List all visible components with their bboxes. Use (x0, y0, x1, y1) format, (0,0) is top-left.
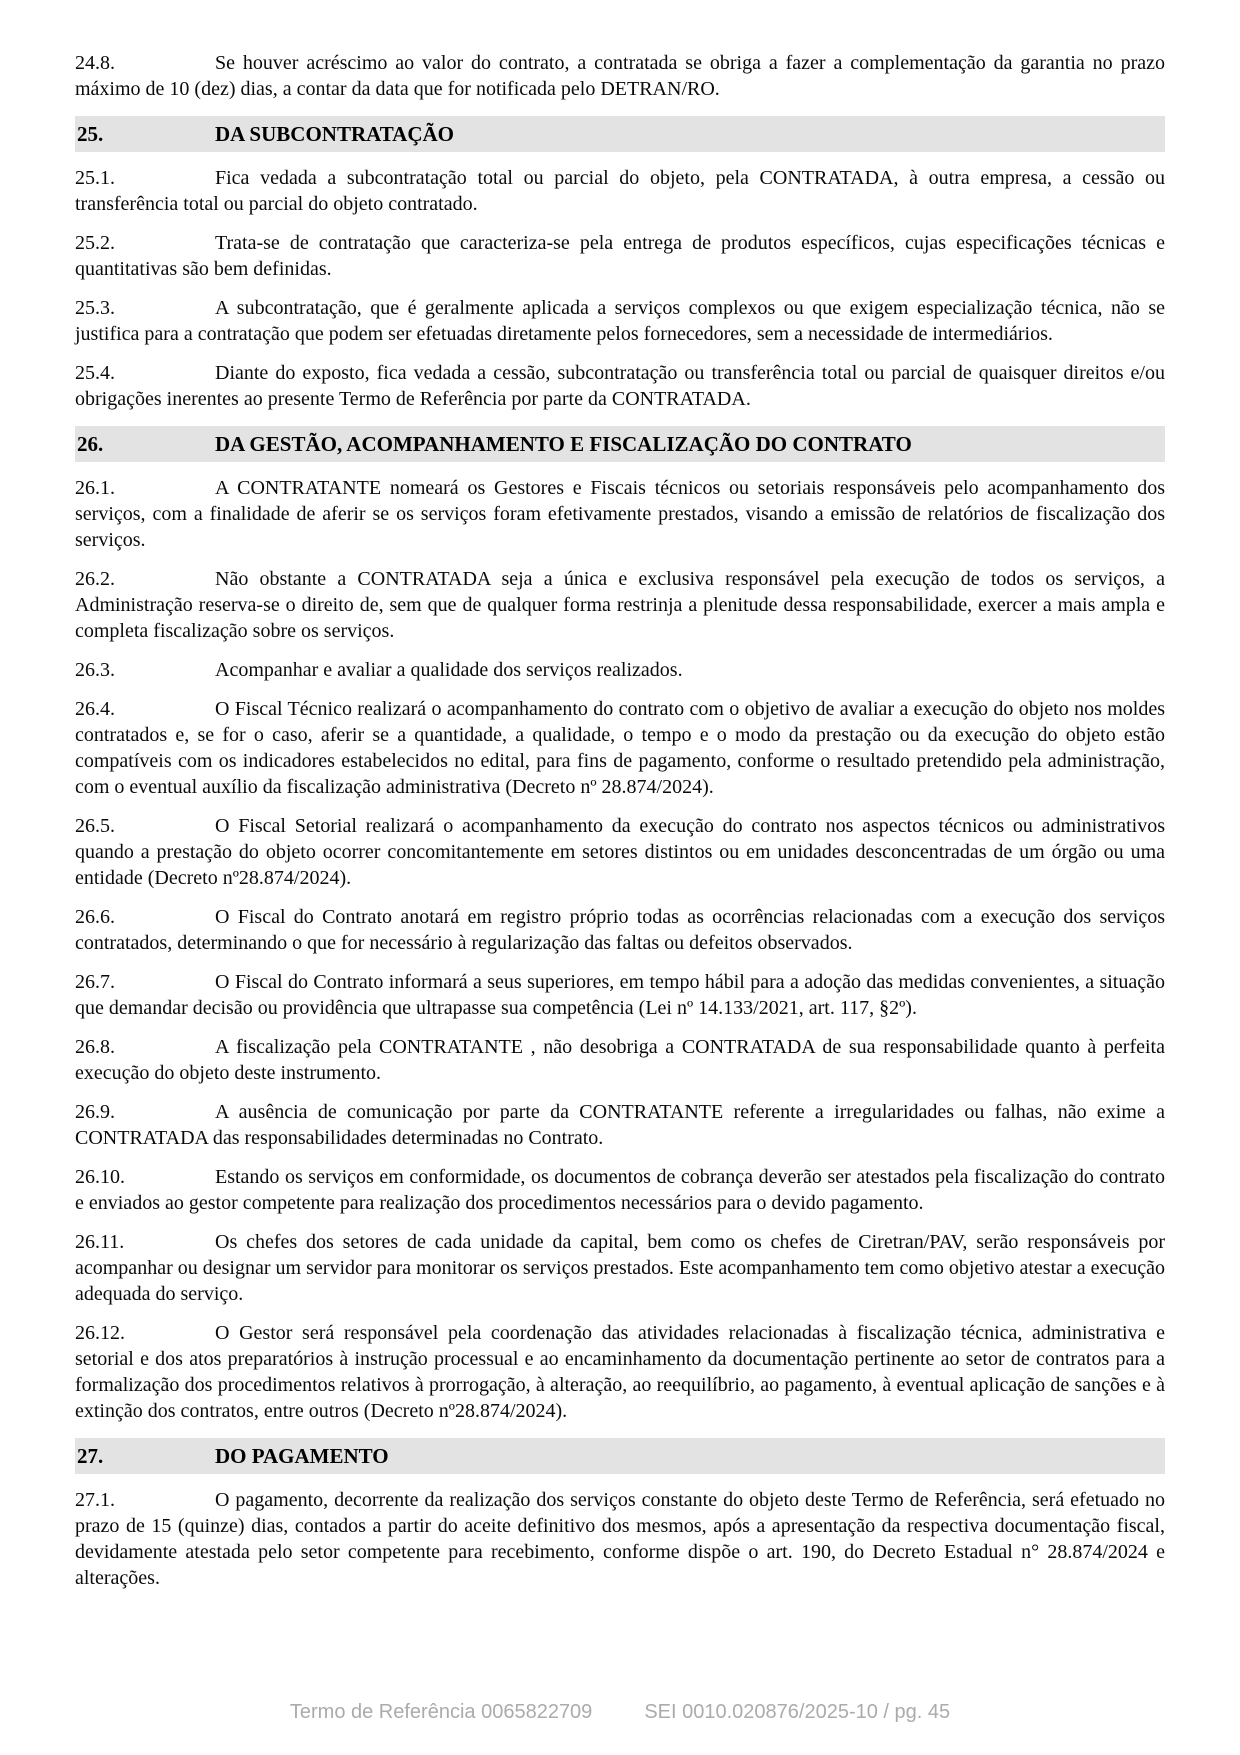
paragraph-text: Trata-se de contratação que caracteriza-se pela entrega de produtos específicos, cujas especificações técnicas e quantitativas são bem definidas. (75, 232, 1165, 280)
paragraph-25-3 (75, 295, 1165, 347)
paragraph-26-5 (75, 813, 1165, 891)
paragraph-27-1 (75, 1487, 1165, 1591)
page-footer (0, 1700, 1240, 1724)
paragraph-number: 26.8. (75, 1036, 115, 1058)
footer-document-label: Termo de Referência 0065822709 (289, 1701, 593, 1723)
paragraph-26-10 (75, 1164, 1165, 1216)
paragraph-text: O Fiscal do Contrato anotará em registro próprio todas as ocorrências relacionadas com a execução dos serviços contratados, determinando o que for necessário à regularização das faltas ou defeitos observados. (75, 906, 1165, 954)
paragraph-number: 26.3. (75, 659, 115, 681)
paragraph-number: 26.12. (75, 1322, 125, 1344)
paragraph-number: 26.10. (75, 1166, 125, 1188)
paragraph-number: 26.6. (75, 906, 115, 928)
paragraph-number: 25.2. (75, 232, 115, 254)
paragraph-number: 26.4. (75, 698, 115, 720)
paragraph-25-4 (75, 360, 1165, 412)
paragraph-26-6 (75, 904, 1165, 956)
paragraph-26-9 (75, 1099, 1165, 1151)
paragraph-text: A CONTRATANTE nomeará os Gestores e Fiscais técnicos ou setoriais responsáveis pelo acompanhamento dos serviços, com a finalidade de aferir se os serviços foram efetivamente prestados, visando a emissão de relatórios de fiscalização dos serviços. (75, 477, 1165, 551)
paragraph-text: Diante do exposto, fica vedada a cessão, subcontratação ou transferência total ou parcial de quaisquer direitos e/ou obrigações inerentes ao presente Termo de Referência por parte da CONTRATADA. (75, 362, 1165, 410)
paragraph-number: 26.2. (75, 568, 115, 590)
paragraph-number: 25.3. (75, 297, 115, 319)
paragraph-number: 25.4. (75, 362, 115, 384)
paragraph-number: 26.1. (75, 477, 115, 499)
paragraph-number: 25.1. (75, 167, 115, 189)
paragraph-text: O pagamento, decorrente da realização dos serviços constante do objeto deste Termo de Referência, será efetuado no prazo de 15 (quinze) dias, contados a partir do aceite definitivo dos mesmos, após a apresentação da respectiva documentação fiscal, devidamente atestada pelo setor competente para recebimento, conforme dispõe o art. 190, do Decreto Estadual n° 28.874/2024 e alterações. (75, 1489, 1165, 1589)
paragraph-text: Não obstante a CONTRATADA seja a única e exclusiva responsável pela execução de todos os serviços, a Administração reserva-se o direito de, sem que de qualquer forma restrinja a plenitude dessa responsabilidade, exercer a mais ampla e completa fiscalização sobre os serviços. (75, 568, 1165, 642)
paragraph-text: Se houver acréscimo ao valor do contrato, a contratada se obriga a fazer a complementação da garantia no prazo máximo de 10 (dez) dias, a contar da data que for notificada pelo DETRAN/RO. (75, 52, 1165, 100)
paragraph-25-1 (75, 165, 1165, 217)
paragraph-text: Os chefes dos setores de cada unidade da capital, bem como os chefes de Ciretran/PAV, serão responsáveis por acompanhar ou designar um servidor para monitorar os serviços prestados. Este acompanhamento tem como objetivo atestar a execução adequada do serviço. (75, 1231, 1165, 1305)
paragraph-text: O Gestor será responsável pela coordenação das atividades relacionadas à fiscalização técnica, administrativa e setorial e dos atos preparatórios à instrução processual e ao encaminhamento da documentação pertinente ao setor de contratos para a formalização dos procedimentos relativos à prorrogação, à alteração, ao reequilíbrio, ao pagamento, à eventual aplicação de sanções e à extinção dos contratos, entre outros (Decreto nº28.874/2024). (75, 1322, 1165, 1422)
paragraph-text: A fiscalização pela CONTRATANTE , não desobriga a CONTRATADA de sua responsabilidade quanto à perfeita execução do objeto deste instrumento. (75, 1036, 1165, 1084)
paragraph-number: 26.7. (75, 971, 115, 993)
paragraph-26-2 (75, 566, 1165, 644)
paragraph-text: Fica vedada a subcontratação total ou parcial do objeto, pela CONTRATADA, à outra empresa, a cessão ou transferência total ou parcial do objeto contratado. (75, 167, 1165, 215)
paragraph-text: Acompanhar e avaliar a qualidade dos serviços realizados. (215, 659, 683, 681)
section-title: DA SUBCONTRATAÇÃO (215, 122, 454, 146)
section-heading-25 (75, 116, 1165, 152)
paragraph-text: A subcontratação, que é geralmente aplicada a serviços complexos ou que exigem especialização técnica, não se justifica para a contratação que podem ser efetuadas diretamente pelos fornecedores, sem a necessidade de intermediários. (75, 297, 1165, 345)
section-heading-27 (75, 1438, 1165, 1474)
section-number: 25. (77, 122, 104, 146)
section-title: DA GESTÃO, ACOMPANHAMENTO E FISCALIZAÇÃO DO CONTRATO (215, 432, 912, 456)
paragraph-26-3 (75, 657, 1165, 683)
paragraph-number: 26.5. (75, 815, 115, 837)
paragraph-number: 26.9. (75, 1101, 115, 1123)
paragraph-text: A ausência de comunicação por parte da CONTRATANTE referente a irregularidades ou falhas, não exime a CONTRATADA das responsabilidades determinadas no Contrato. (75, 1101, 1165, 1149)
paragraph-number: 27.1. (75, 1489, 115, 1511)
footer-sei-page-label: SEI 0010.020876/2025-10 / pg. 45 (644, 1701, 951, 1723)
paragraph-26-12 (75, 1320, 1165, 1424)
section-heading-26 (75, 426, 1165, 462)
paragraph-26-7 (75, 969, 1165, 1021)
paragraph-26-1 (75, 475, 1165, 553)
section-number: 27. (77, 1444, 104, 1468)
paragraph-26-4 (75, 696, 1165, 800)
paragraph-text: O Fiscal do Contrato informará a seus superiores, em tempo hábil para a adoção das medidas convenientes, a situação que demandar decisão ou providência que ultrapasse sua competência (Lei nº 14.133/2021, art. 117, §2º). (75, 971, 1165, 1019)
paragraph-26-8 (75, 1034, 1165, 1086)
paragraph-text: O Fiscal Setorial realizará o acompanhamento da execução do contrato nos aspectos técnicos ou administrativos quando a prestação do objeto ocorrer concomitantemente em setores distintos ou em unidades desconcentradas de um órgão ou uma entidade (Decreto nº28.874/2024). (75, 815, 1165, 889)
paragraph-number: 24.8. (75, 52, 115, 74)
paragraph-25-2 (75, 230, 1165, 282)
paragraph-26-11 (75, 1229, 1165, 1307)
section-title: DO PAGAMENTO (215, 1444, 389, 1468)
paragraph-24-8 (75, 50, 1165, 102)
paragraph-number: 26.11. (75, 1231, 125, 1253)
paragraph-text: O Fiscal Técnico realizará o acompanhamento do contrato com o objetivo de avaliar a execução do objeto nos moldes contratados e, se for o caso, aferir se a quantidade, a qualidade, o tempo e o modo da prestação ou da execução do objeto estão compatíveis com os indicadores estabelecidos no edital, para fins de pagamento, conforme o resultado pretendido pela administração, com o eventual auxílio da fiscalização administrativa (Decreto nº 28.874/2024). (75, 698, 1165, 798)
document-body (75, 50, 1165, 1591)
paragraph-text: Estando os serviços em conformidade, os documentos de cobrança deverão ser atestados pela fiscalização do contrato e enviados ao gestor competente para realização dos procedimentos necessários para o devido pagamento. (75, 1166, 1165, 1214)
section-number: 26. (77, 432, 104, 456)
